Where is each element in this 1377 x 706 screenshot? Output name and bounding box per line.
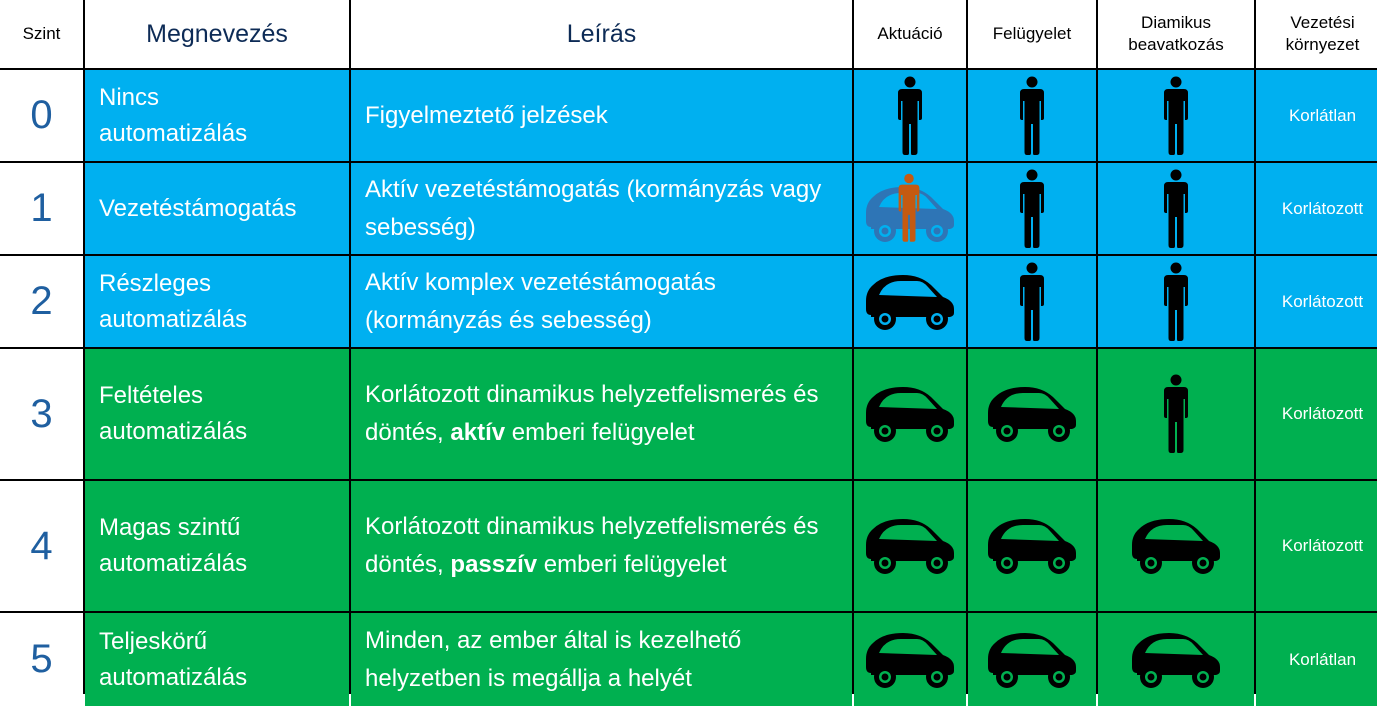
environment-cell: Korlátozott	[1256, 163, 1377, 254]
description-bold: aktív	[450, 419, 506, 446]
car-icon	[987, 515, 1077, 577]
level-cell: 4	[0, 481, 83, 611]
car-icon	[1131, 629, 1221, 691]
description-cell	[351, 613, 852, 706]
person-icon	[1161, 374, 1191, 454]
car-icon	[987, 383, 1077, 445]
person-icon	[895, 76, 925, 156]
car-icon	[1131, 515, 1221, 577]
icon-cell	[1098, 256, 1254, 347]
car-icon	[987, 629, 1077, 691]
icon-cell	[854, 163, 966, 254]
person-icon	[1161, 169, 1191, 249]
description-cell	[351, 481, 852, 611]
environment-cell: Korlátozott	[1256, 481, 1377, 611]
environment-cell: Korlátozott	[1256, 256, 1377, 347]
name-cell: Magas szintű automatizálás	[85, 481, 349, 611]
level-cell: 5	[0, 613, 83, 706]
icon-cell	[854, 481, 966, 611]
description-pre: Korlátozott dinamikus helyzetfelismerés és döntés,	[365, 381, 819, 446]
person-in-car-icon	[865, 173, 955, 245]
icon-cell	[1098, 481, 1254, 611]
name-cell: Vezetéstámogatás	[85, 163, 349, 254]
icon-cell	[1098, 70, 1254, 161]
description-bold: passzív	[450, 551, 538, 578]
header-environment: Vezetési környezet	[1256, 0, 1377, 68]
header-intervention: Diamikus beavatkozás	[1098, 0, 1254, 68]
description-pre: Aktív vezetéstámogatás (kormányzás vagy sebesség)	[365, 175, 822, 241]
name-cell: Nincs automatizálás	[85, 70, 349, 161]
icon-cell	[968, 70, 1096, 161]
name-cell: Részleges automatizálás	[85, 256, 349, 347]
environment-cell: Korlátlan	[1256, 613, 1377, 706]
icon-cell	[854, 349, 966, 479]
level-cell: 1	[0, 163, 83, 254]
description-pre: Aktív komplex vezetéstámogatás (kormányzás és sebesség)	[365, 268, 716, 334]
level-cell: 2	[0, 256, 83, 347]
icon-cell	[968, 613, 1096, 706]
car-icon	[865, 271, 955, 333]
header-name: Megnevezés	[85, 0, 349, 68]
person-icon	[1161, 262, 1191, 342]
header-supervision: Felügyelet	[968, 0, 1096, 68]
icon-cell	[968, 481, 1096, 611]
description-cell	[351, 256, 852, 347]
header-description: Leírás	[351, 0, 852, 68]
level-cell: 0	[0, 70, 83, 161]
icon-cell	[968, 256, 1096, 347]
person-icon	[1017, 169, 1047, 249]
car-icon	[865, 515, 955, 577]
icon-cell	[854, 70, 966, 161]
person-icon	[1017, 76, 1047, 156]
description-text	[365, 264, 852, 340]
description-text	[365, 97, 626, 135]
car-icon	[865, 383, 955, 445]
icon-cell	[1098, 163, 1254, 254]
description-text	[365, 171, 852, 247]
icon-cell	[968, 163, 1096, 254]
car-icon	[865, 629, 955, 691]
person-icon	[1017, 262, 1047, 342]
person-icon	[1161, 76, 1191, 156]
icon-cell	[854, 613, 966, 706]
environment-cell: Korlátozott	[1256, 349, 1377, 479]
icon-cell	[1098, 349, 1254, 479]
description-pre: Minden, az ember által is kezelhető helyzetben is megállja a helyét	[365, 626, 742, 692]
icon-cell	[854, 256, 966, 347]
description-pre: Korlátozott dinamikus helyzetfelismerés és döntés,	[365, 513, 819, 578]
description-pre: Figyelmeztető jelzések	[365, 101, 608, 129]
name-cell: Teljeskörű automatizálás	[85, 613, 349, 706]
description-post: emberi felügyelet	[505, 419, 695, 446]
icon-cell	[1098, 613, 1254, 706]
description-text	[365, 376, 852, 452]
icon-cell	[968, 349, 1096, 479]
header-actuation: Aktuáció	[854, 0, 966, 68]
name-cell: Feltételes automatizálás	[85, 349, 349, 479]
environment-cell: Korlátlan	[1256, 70, 1377, 161]
description-cell	[351, 349, 852, 479]
description-post: emberi felügyelet	[537, 551, 727, 578]
description-cell	[351, 70, 852, 161]
description-text	[365, 508, 852, 584]
description-cell	[351, 163, 852, 254]
description-text	[365, 622, 852, 698]
header-level: Szint	[0, 0, 83, 68]
level-cell: 3	[0, 349, 83, 479]
